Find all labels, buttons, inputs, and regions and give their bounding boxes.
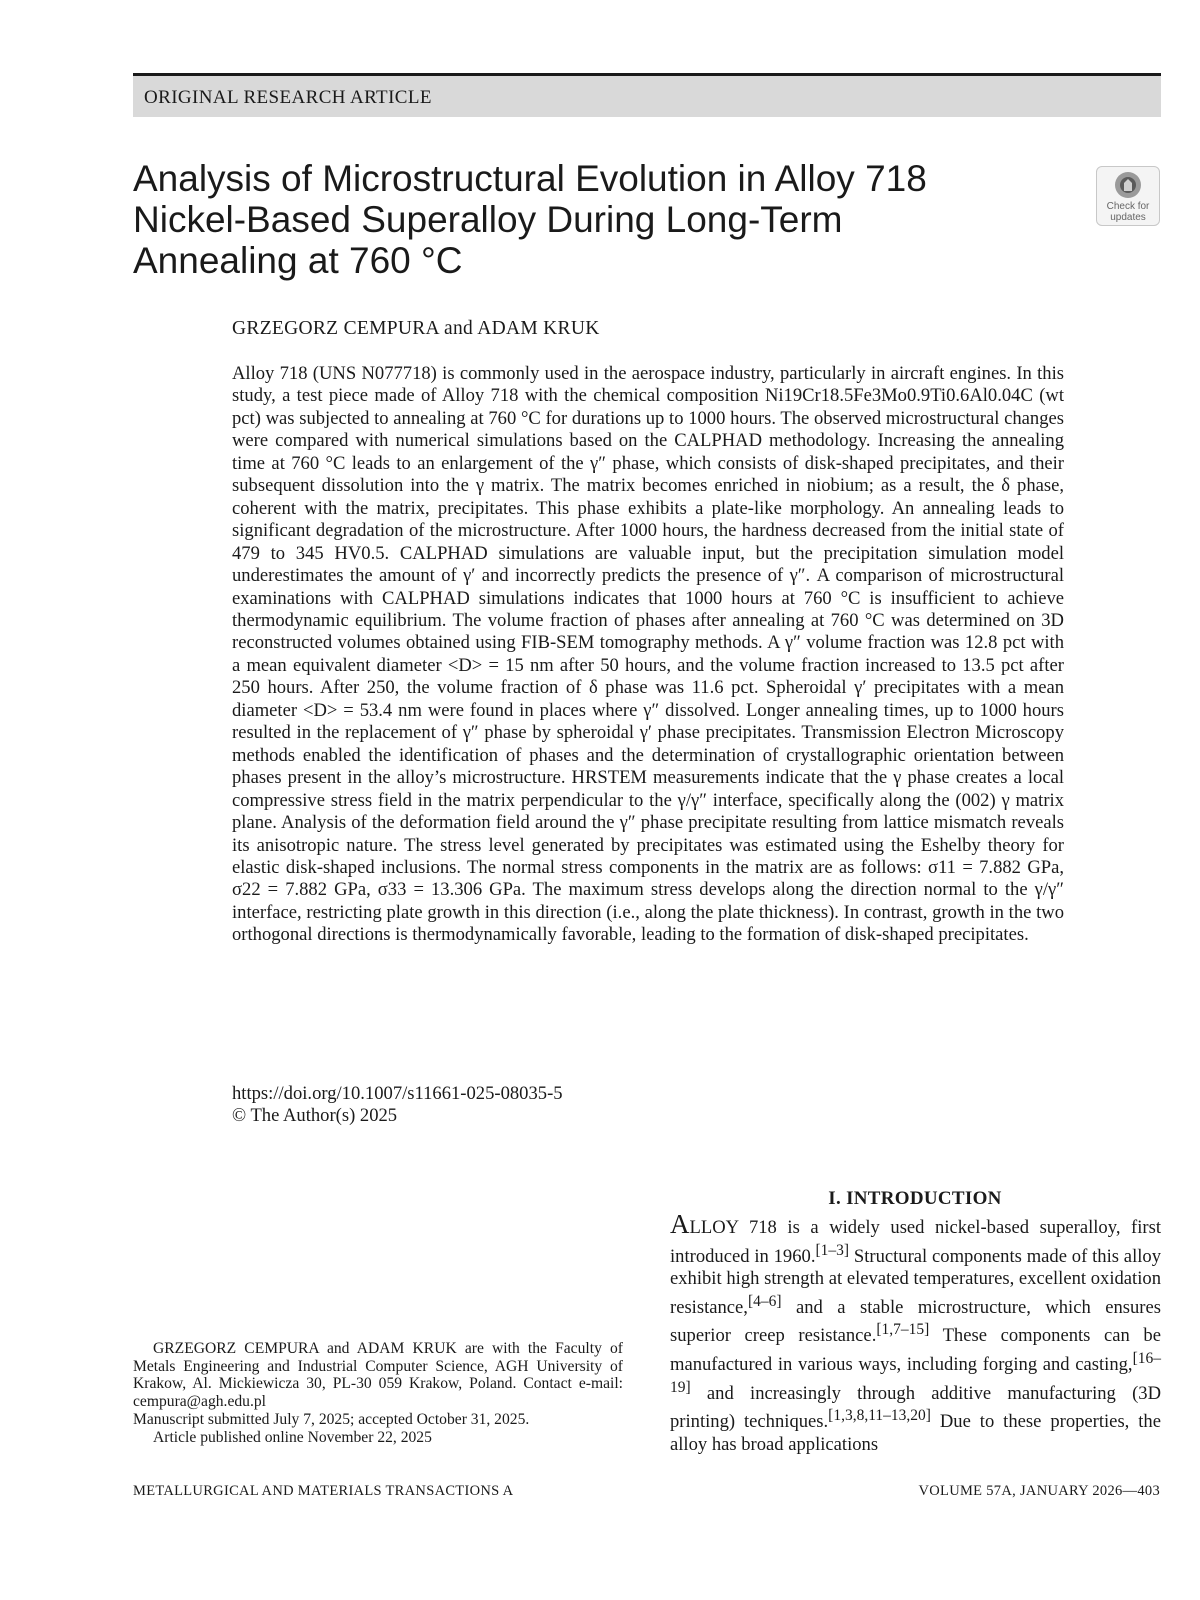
intro-text-5: and increasingly through additive manufacturing (3D printing) techniques. [670,1382,1161,1433]
citation-ref[interactable]: [1,7–15] [876,1321,930,1339]
citation-ref[interactable]: [1–3] [815,1241,850,1259]
article-title: Analysis of Microstructural Evolution in Alloy 718 Nickel-Based Superalloy During Long-Term Annealing at 760 °C [133,158,927,281]
intro-text-4: These components can be manufactured in various ways, including forging and casting, [670,1325,1161,1376]
badge-line-1: Check for [1106,201,1150,212]
abstract: Alloy 718 (UNS N077718) is commonly used in the aerospace industry, particularly in aircraft engines. In this study, a test piece made of Alloy 718 with the chemical composition Ni19Cr18.5Fe3Mo0.9Ti0.6Al0.04C (wt pct) was subjected to annealing at 760 °C for durations up to 1000 hours. The observed microstructural changes were compared with numerical simulations based on the CALPHAD methodology. Increasing the annealing time at 760 °C leads to an enlargement of the γ″ phase, which consists of disk-shaped precipitates, and their subsequent dissolution into the γ matrix. The matrix becomes enriched in niobium; as a result, the δ phase, coherent with the matrix, precipitates. This phase exhibits a plate-like morphology. An annealing leads to significant degradation of the microstructure. After 1000 hours, the hardness decreased from the initial state of 479 to 345 HV0.5. CALPHAD simulations are valuable input, but the precipitation simulation model underestimates the amount of γ′ and incorrectly predicts the presence of γ″. A comparison of microstructural examinations with CALPHAD simulations indicates that 1000 hours at 760 °C is insufficient to achieve thermodynamic equilibrium. The volume fraction of phases after annealing at 760 °C was determined on 3D reconstructed volumes obtained using FIB-SEM tomography methods. A γ″ volume fraction was 12.8 pct with a mean equivalent diameter <D> = 15 nm after 50 hours, and the volume fraction increased to 13.5 pct after 250 hours. After 250, the volume fraction of δ phase was 11.6 pct. Spheroidal γ′ precipitates with a mean diameter <D> = 53.4 nm were found in places where γ″ dissolved. Longer annealing times, up to 1000 hours resulted in the replacement of γ″ phase by spheroidal γ′ phase precipitates. Transmission Electron Microscopy methods enabled the identification of phases and the determination of crystallographic orientation between phases present in the alloy’s microstructure. HRSTEM measurements indicate that the γ phase creates a local compressive stress field in the matrix perpendicular to the γ/γ″ interface, specifically along the (002) γ matrix plane. Analysis of the deformation field around the γ″ phase precipitate resulting from lattice mismatch reveals its anisotropic nature. The stress level generated by precipitates was estimated using the Eshelby theory for elastic disk-shaped inclusions. The normal stress components in the matrix are as follows: σ11 = 7.882 GPa, σ22 = 7.882 GPa, σ33 = 13.306 GPa. The maximum stress develops along the direction normal to the γ/γ″ interface, restricting plate growth in this direction (i.e., along the plate thickness). In contrast, growth in the two orthogonal directions is thermodynamically favorable, leading to the formation of disk-shaped precipitates. [232,363,1064,946]
article-type-banner [133,73,1161,117]
article-type-label: ORIGINAL RESEARCH ARTICLE [144,87,432,108]
publication-date: Article published online November 22, 2025 [153,1429,432,1446]
manuscript-dates: Manuscript submitted July 7, 2025; accepted October 31, 2025. [133,1411,530,1428]
copyright-notice: © The Author(s) 2025 [232,1105,398,1126]
volume-page-footer: VOLUME 57A, JANUARY 2026—403 [918,1483,1160,1499]
intro-text-2: Structural components made of this alloy exhibit high strength at elevated temperatures, excellent oxidation resistance, [670,1245,1161,1318]
small-caps-word: LLOY [689,1217,739,1238]
intro-text-1: 718 is a widely used nickel-based superalloy, first introduced in 1960. [670,1217,1161,1267]
drop-cap: A [670,1209,690,1239]
journal-name-footer: METALLURGICAL AND MATERIALS TRANSACTIONS A [133,1483,514,1499]
citation-ref[interactable]: [16–19] [670,1350,1161,1396]
citation-ref[interactable]: [1,3,8,11–13,20] [828,1407,931,1425]
badge-line-2: updates [1110,212,1146,223]
introduction-paragraph [670,1209,1161,1457]
check-for-updates-icon [1114,170,1142,200]
check-for-updates-badge[interactable] [1096,166,1160,226]
section-heading-introduction: I. INTRODUCTION [828,1188,1002,1209]
doi-link[interactable]: https://doi.org/10.1007/s11661-025-08035-5 [232,1083,563,1104]
citation-ref[interactable]: [4–6] [747,1292,782,1310]
intro-text-6: Due to these properties, the alloy has broad applications [670,1411,1161,1456]
author-affiliation-footnote: GRZEGORZ CEMPURA and ADAM KRUK are with the Faculty of Metals Engineering and Industrial Computer Science, AGH University of Krakow, Al. Mickiewicza 30, PL-30 059 Krakow, Poland. Contact e-mail: cempura@agh.edu.pl [133,1340,623,1410]
intro-text-3: and a stable microstructure, which ensures superior creep resistance. [670,1296,1161,1347]
author-list: GRZEGORZ CEMPURA and ADAM KRUK [232,318,600,339]
